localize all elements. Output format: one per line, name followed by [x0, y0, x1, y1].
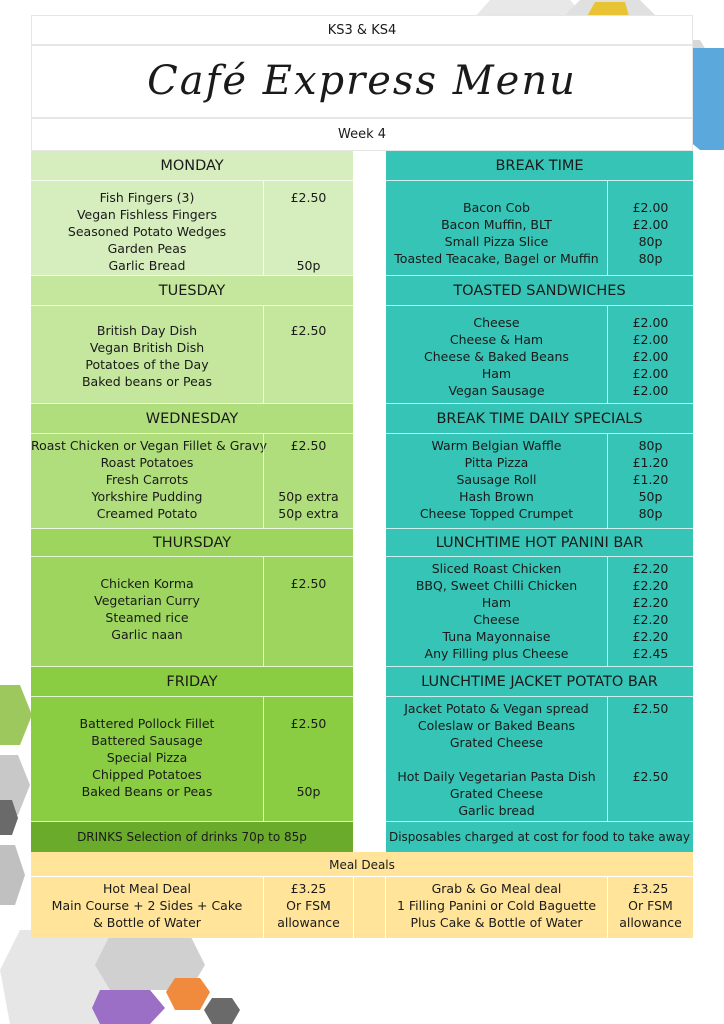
menu-item: Small Pizza Slice — [444, 234, 549, 249]
menu-item-price — [264, 732, 353, 749]
section-title: LUNCHTIME HOT PANINI BAR — [386, 529, 693, 557]
hot-meal-deal-price — [263, 877, 353, 938]
menu-item-price — [264, 766, 353, 783]
menu-item-price: 80p — [638, 234, 663, 249]
menu-item-price: £2.00 — [632, 217, 669, 232]
section-items — [386, 306, 607, 404]
menu-item: Pitta Pizza — [464, 455, 529, 470]
menu-item: Cheese — [473, 315, 520, 330]
menu-item-price — [264, 749, 353, 766]
price-list — [608, 437, 693, 522]
section-title: MONDAY — [31, 151, 353, 181]
menu-item: Cheese — [473, 612, 520, 627]
item-list — [386, 314, 607, 399]
price-line: £3.25 — [290, 881, 327, 896]
section-title: BREAK TIME DAILY SPECIALS — [386, 404, 693, 434]
item-list — [386, 437, 607, 522]
menu-item: Special Pizza — [106, 750, 188, 765]
menu-item: Ham — [481, 366, 512, 381]
grab-and-go-price — [607, 877, 693, 938]
grab-and-go-line: Plus Cake & Bottle of Water — [410, 915, 583, 930]
menu-item-price: £2.50 — [290, 716, 327, 731]
week-label: Week 4 — [337, 127, 387, 142]
menu-item: Sausage Roll — [456, 472, 537, 487]
item-list — [31, 189, 263, 274]
section-lunchtime-hot-panini-bar — [386, 529, 693, 667]
section-break-time — [386, 151, 693, 276]
price-list — [608, 560, 693, 662]
menu-item: Grated Cheese — [449, 786, 544, 801]
item-list — [31, 715, 263, 800]
price-list — [608, 199, 693, 267]
meal-deals-title: Meal Deals — [329, 858, 395, 872]
week-header — [31, 118, 693, 151]
menu-item-price: 80p — [638, 506, 663, 521]
menu-item — [386, 751, 607, 768]
menu-item-price: £2.00 — [632, 349, 669, 364]
menu-item-price: £2.20 — [632, 561, 669, 576]
menu-item-price: £2.00 — [632, 200, 669, 215]
section-prices — [263, 697, 353, 822]
disposables-bar — [386, 822, 693, 852]
menu-item-price: 80p — [638, 438, 663, 453]
menu-item: Battered Pollock Fillet — [79, 716, 215, 731]
section-toasted-sandwiches — [386, 276, 693, 404]
grab-and-go-deal — [386, 877, 607, 938]
menu-item-price — [264, 471, 353, 488]
menu-item: Roast Potatoes — [100, 455, 194, 470]
meal-deals-gap — [353, 877, 386, 938]
section-items — [386, 697, 607, 822]
menu-title: Café Express Menu — [147, 58, 577, 104]
menu-item: Grated Cheese — [449, 735, 544, 750]
menu-item-price: £2.20 — [632, 595, 669, 610]
menu-item: Jacket Potato & Vegan spread — [404, 701, 589, 716]
section-prices — [263, 557, 353, 667]
menu-item: Coleslaw or Baked Beans — [417, 718, 576, 733]
menu-item: Fresh Carrots — [105, 472, 189, 487]
section-title: BREAK TIME — [386, 151, 693, 181]
section-title: TUESDAY — [31, 276, 353, 306]
menu-item-price: £2.00 — [632, 332, 669, 347]
section-prices — [263, 181, 353, 276]
menu-item: Seasoned Potato Wedges — [67, 224, 227, 239]
menu-item: Any Filling plus Cheese — [424, 646, 569, 661]
menu-item: Steamed rice — [105, 610, 189, 625]
hot-meal-deal — [31, 877, 263, 938]
menu-item-price: 50p extra — [278, 489, 339, 504]
drinks-bar — [31, 822, 353, 852]
menu-item-price: 50p — [296, 258, 321, 273]
menu-item: Potatoes of the Day — [85, 357, 209, 372]
menu-item-price: £2.20 — [632, 578, 669, 593]
price-list — [264, 575, 353, 643]
section-prices — [607, 557, 693, 667]
menu-item-price — [608, 802, 693, 819]
section-items — [386, 181, 607, 276]
section-monday — [31, 151, 353, 276]
section-prices — [607, 306, 693, 404]
section-items — [386, 557, 607, 667]
menu-item-price: £2.50 — [290, 438, 327, 453]
section-title: WEDNESDAY — [31, 404, 353, 434]
menu-item-price — [608, 734, 693, 751]
menu-item: Ham — [481, 595, 512, 610]
item-list — [31, 437, 267, 522]
menu-item: Baked beans or Peas — [81, 374, 213, 389]
menu-item-price — [608, 717, 693, 734]
section-tuesday — [31, 276, 353, 404]
section-prices — [607, 697, 693, 822]
menu-item: Fish Fingers (3) — [99, 190, 195, 205]
menu-item: Cheese & Ham — [449, 332, 544, 347]
section-title: LUNCHTIME JACKET POTATO BAR — [386, 667, 693, 697]
section-prices — [607, 434, 693, 529]
menu-item: Vegetarian Curry — [94, 593, 200, 608]
menu-item-price: £2.45 — [632, 646, 669, 661]
menu-item: Bacon Cob — [463, 200, 530, 215]
hot-meal-deal-line: & Bottle of Water — [93, 915, 201, 930]
menu-item-price — [264, 240, 353, 257]
price-list — [608, 314, 693, 399]
menu-item-price — [264, 609, 353, 626]
section-wednesday — [31, 404, 353, 529]
menu-item: British Day Dish — [96, 323, 198, 338]
menu-item: BBQ, Sweet Chilli Chicken — [415, 578, 578, 593]
menu-item-price: 80p — [638, 251, 663, 266]
section-friday — [31, 667, 353, 822]
menu-item-price: £2.50 — [290, 576, 327, 591]
section-items — [386, 434, 607, 529]
menu-item: Battered Sausage — [91, 733, 203, 748]
menu-item: Vegan British Dish — [89, 340, 205, 355]
menu-item-price: £2.50 — [632, 769, 669, 784]
section-title: TOASTED SANDWICHES — [386, 276, 693, 306]
menu-item-price: £2.00 — [632, 383, 669, 398]
menu-item-price — [264, 339, 353, 356]
section-thursday — [31, 529, 353, 667]
section-items — [31, 697, 263, 822]
menu-item: Garlic Bread — [108, 258, 186, 273]
menu-item: Hot Daily Vegetarian Pasta Dish — [397, 769, 596, 784]
item-list — [31, 575, 263, 643]
menu-item: Vegan Fishless Fingers — [76, 207, 218, 222]
decorative-hexagons-bottom — [0, 930, 250, 1024]
menu-item-price: £1.20 — [632, 455, 669, 470]
price-list — [264, 322, 353, 390]
ks-label: KS3 & KS4 — [327, 23, 397, 38]
menu-item: Vegan Sausage — [448, 383, 545, 398]
menu-item-price: £2.00 — [632, 315, 669, 330]
title-header — [31, 45, 693, 118]
menu-item: Warm Belgian Waffle — [431, 438, 562, 453]
menu-item: Garlic naan — [111, 627, 183, 642]
menu-item: Chicken Korma — [100, 576, 194, 591]
grab-and-go-line: 1 Filling Panini or Cold Baguette — [396, 898, 597, 913]
menu-item-price: 50p — [638, 489, 663, 504]
menu-item-price: £1.20 — [632, 472, 669, 487]
price-line: £3.25 — [632, 881, 669, 896]
section-title: THURSDAY — [31, 529, 353, 557]
price-line: allowance — [619, 915, 682, 930]
menu-item-price: £2.20 — [632, 612, 669, 627]
menu-item: Hash Brown — [459, 489, 534, 504]
section-items — [31, 181, 263, 276]
section-title: FRIDAY — [31, 667, 353, 697]
ks-header — [31, 15, 693, 45]
menu-item-price — [264, 373, 353, 390]
menu-item-price — [608, 785, 693, 802]
menu-item: Bacon Muffin, BLT — [441, 217, 552, 232]
section-break-time-daily-specials — [386, 404, 693, 529]
item-list — [386, 199, 607, 267]
item-list — [386, 560, 607, 662]
menu-item: Garlic bread — [458, 803, 535, 818]
menu-item-price: £2.50 — [290, 190, 327, 205]
hot-meal-deal-line: Main Course + 2 Sides + Cake — [51, 898, 243, 913]
price-list — [608, 700, 693, 819]
price-line: Or FSM — [286, 898, 331, 913]
section-prices — [263, 306, 353, 404]
disposables-text: Disposables charged at cost for food to take away — [388, 830, 690, 844]
menu-item: Toasted Teacake, Bagel or Muffin — [394, 251, 599, 266]
menu-item-price — [264, 206, 353, 223]
menu-item-price — [608, 751, 693, 768]
item-list — [31, 322, 263, 390]
menu-item: Tuna Mayonnaise — [442, 629, 551, 644]
menu-item: Sliced Roast Chicken — [431, 561, 562, 576]
section-items — [31, 306, 263, 404]
menu-item: Yorkshire Pudding — [91, 489, 203, 504]
price-list — [264, 189, 353, 274]
price-line: Or FSM — [628, 898, 673, 913]
menu-item-price — [264, 356, 353, 373]
menu-item-price: 50p extra — [278, 506, 339, 521]
menu-item-price — [264, 223, 353, 240]
menu-item-price: £2.00 — [632, 366, 669, 381]
menu-item: Cheese & Baked Beans — [424, 349, 569, 364]
menu-item: Cheese Topped Crumpet — [419, 506, 574, 521]
menu-item-price — [264, 626, 353, 643]
menu-item-price: £2.50 — [632, 701, 669, 716]
menu-item: Creamed Potato — [96, 506, 198, 521]
menu-item: Roast Chicken or Vegan Fillet & Gravy — [31, 438, 267, 453]
section-lunchtime-jacket-potato-bar — [386, 667, 693, 822]
price-list — [264, 437, 353, 522]
price-line: allowance — [277, 915, 340, 930]
price-list — [264, 715, 353, 800]
section-items — [31, 557, 263, 667]
section-prices — [263, 434, 353, 529]
meal-deals-panel — [31, 852, 693, 938]
item-list — [386, 700, 607, 819]
menu-item-price: £2.20 — [632, 629, 669, 644]
menu-item-price — [264, 454, 353, 471]
menu-item: Garden Peas — [107, 241, 187, 256]
menu-item: Baked Beans or Peas — [81, 784, 213, 799]
menu-item-price: 50p — [296, 784, 321, 799]
section-items — [31, 434, 267, 529]
drinks-text: DRINKS Selection of drinks 70p to 85p — [77, 830, 307, 844]
menu-item-price: £2.50 — [290, 323, 327, 338]
menu-item: Chipped Potatoes — [92, 767, 202, 782]
hot-meal-deal-line: Hot Meal Deal — [103, 881, 191, 896]
section-prices — [607, 181, 693, 276]
grab-and-go-line: Grab & Go Meal deal — [431, 881, 562, 896]
menu-item-price — [264, 592, 353, 609]
